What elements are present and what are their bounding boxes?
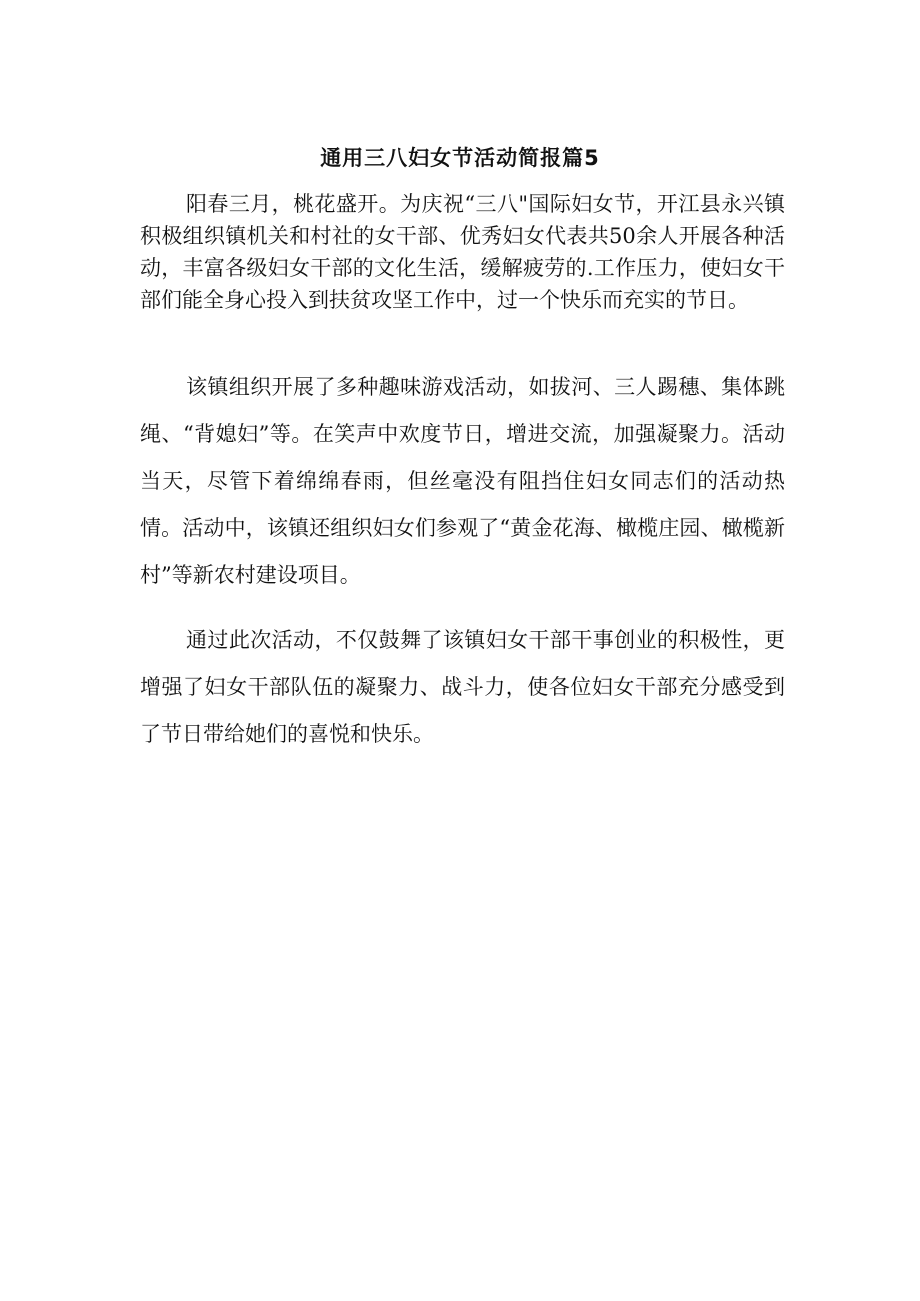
paragraph: 阳春三月，桃花盛开。为庆祝“三八"国际妇女节，开江县永兴镇积极组织镇机关和村社的女干部、优秀妇女代表共50余人开展各种活动，丰富各级妇女干部的文化生活，缓解疲劳的.工作压力，使妇女干部们能全身心投入到扶贫攻坚工作中，过一个快乐而充实的节日。 [140, 192, 785, 312]
paragraph: 通过此次活动，不仅鼓舞了该镇妇女干部干事创业的积极性，更增强了妇女干部队伍的凝聚力、战斗力，使各位妇女干部充分感受到了节日带给她们的喜悦和快乐。 [140, 628, 785, 746]
document-title: 通用三八妇女节活动简报篇5 [320, 146, 600, 170]
paragraph: 该镇组织开展了多种趣味游戏活动，如拔河、三人踢穗、集体跳绳、“背媳妇”等。在笑声中欢度节日，增进交流，加强凝聚力。活动当天，尽管下着绵绵春雨，但丝毫没有阻挡住妇女同志们的活动热情。活动中，该镇还组织妇女们参观了“黄金花海、橄榄庄园、橄榄新村”等新农村建设项目。 [140, 375, 785, 587]
